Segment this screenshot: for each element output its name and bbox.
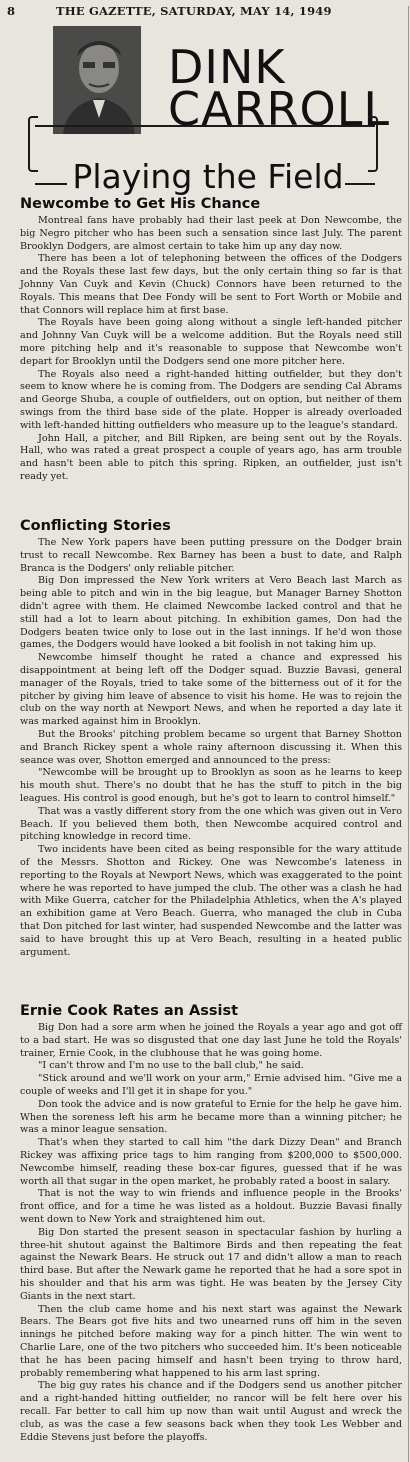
paragraph: "Stick around and we'll work on your arm," Ernie advised him. "Give me a couple of weeks and I'll get it in shape for you." [20, 1073, 402, 1097]
paragraph: "Newcombe will be brought up to Brooklyn as soon as he learns to keep his mouth shut. There's no doubt that he has the stuff to pitch in the big leagues. His control is good enough, but he's got to learn to control himself." [20, 767, 402, 804]
section-body [20, 215, 402, 484]
section-body [20, 537, 402, 959]
author-portrait-photo [53, 26, 141, 134]
paragraph: Newcombe himself thought he rated a chance and expressed his disappointment at being left off the Dodger squad. Buzzie Bavasi, general manager of the Royals, tried to take some of the bitterness out of it for the pitcher by giving him leave of absence to visit his home. He was to rejoin the club on the way north at Newport News, and when he reported a day late it was marked against him in Brooklyn. [20, 652, 402, 728]
paragraph: Big Don impressed the New York writers at Vero Beach last March as being able to pitch and win in the big league, but Manager Barney Shotton didn't agree with them. He claimed Newcombe lacked control and that he still had a lot to learn about pitching. In exhibition games, Don had the Dodgers beaten twice only to lose out in the last innings. If he'd won those games, the Dodgers would have looked a bit foolish in not taking him up. [20, 575, 402, 651]
section-heading: Ernie Cook Rates an Assist [20, 1003, 239, 1019]
paragraph: But the Brooks' pitching problem became so urgent that Barney Shotton and Branch Rickey spent a whole rainy afternoon discussing it. When this seance was over, Shotton emerged and announced to the press: [20, 728, 402, 766]
paragraph: John Hall, a pitcher, and Bill Ripken, are being sent out by the Royals. Hall, who was rated a great prospect a couple of years ago, has arm trouble and hasn't been able to pitch this spring. Ripken, an outfielder, just isn't ready yet. [20, 432, 402, 482]
author-first-name: DINK [168, 40, 286, 94]
page-number: 8 [7, 4, 16, 18]
section-heading: Conflicting Stories [20, 518, 171, 534]
frame-bottom-left-line [35, 183, 67, 185]
paragraph: The Royals have been going along without a single left-handed pitcher and Johnny Van Cuyk will be a welcome addition. But the Royals need still more pitching help and it's reasonable to suppose that Newcombe won't depart for Brooklyn until the Dodgers send one more pitcher here. [20, 317, 402, 367]
masthead-line: THE GAZETTE, SATURDAY, MAY 14, 1949 [56, 4, 332, 18]
masthead [0, 4, 410, 20]
paragraph: The New York papers have been putting pressure on the Dodger brain trust to recall Newcombe. Rex Barney has been a bust to date, and Ralph Branca is the Dodgers' only reliable pitcher. [20, 537, 402, 574]
paragraph: Big Don started the present season in spectacular fashion by hurling a three-hit shutout against the Baltimore Birds and then repeating the feat against the Newark Bears. He struck out 17 and didn't allow a man to reach third base. But after the Newark game he reported that he had a sore spot in his shoulder and that his arm was tight. He was beaten by the Jersey City Giants in the next start. [20, 1226, 402, 1302]
column-title: Playing the Field [72, 157, 344, 196]
section-body [20, 1022, 402, 1444]
frame-top-line [35, 125, 375, 128]
portrait-icon [53, 26, 141, 134]
frame-left-bracket [28, 116, 38, 172]
paragraph: That is not the way to win friends and influence people in the Brooks' front office, and for a time he was listed as a holdout. Buzzie Bavasi finally went down to New York and straightened him out. [20, 1188, 402, 1225]
paragraph: "I can't throw and I'm no use to the ball club," he said. [38, 1060, 304, 1072]
paragraph: Two incidents have been cited as being responsible for the wary attitude of the Messrs. Shotton and Rickey. One was Newcombe's lateness in reporting to the Royals at Newport News, which was exaggerated to the point where he was reported to have jumped the club. The other was a clash he had with Mike Guerra, catcher for the Philadelphia Athletics, when the A's played an exhibition game at Vero Beach. Guerra, who managed the club in Cuba that Don pitched for last winter, had suspended Newcombe and the latter was said to have brought this up at Vero Beach, resulting in a heated public argument. [20, 844, 402, 958]
paragraph: That's when they started to call him "the dark Dizzy Dean" and Branch Rickey was affixing price tags to him ranging from $200,000 to $500,000. Newcombe himself, reading these box-car figures, guessed that if he was worth all that sugar in the open market, he probably rated a boost in salary. [20, 1137, 402, 1187]
frame-bottom-right-line [345, 183, 375, 185]
paragraph: There has been a lot of telephoning between the offices of the Dodgers and the Royals these last few days, but the only certain thing so far is that Johnny Van Cuyk and Kevin (Chuck) Connors have been returned to the Royals. This means that Dee Fondy will be sent to Fort Worth or Mobile and that Connors will replace him at first base. [20, 253, 402, 316]
paragraph: Then the club came home and his next start was against the Newark Bears. The Bears got five hits and two unearned runs off him in the seven innings he pitched before making way for a pinch hitter. The win went to Charlie Lare, one of the two pitchers who succeeded him. It's been noticeable that he has been pacing himself and hasn't been trying to throw hard, probably remembering what happened to his arm last spring. [20, 1303, 402, 1379]
author-last-name: CARROLL [168, 82, 390, 136]
paragraph: Don took the advice and is now grateful to Ernie for the help he gave him. When the soreness left his arm he became more than a winning pitcher; he was a minor league sensation. [20, 1098, 402, 1136]
frame-right-bracket [368, 116, 378, 172]
paragraph: The big guy rates his chance and if the Dodgers send us another pitcher and a right-handed hitting outfielder, no rancor will be felt here over his recall. Far better to call him up now than wait until August and wreck the club, as was the case a few seasons back when they took Les Webber and Eddie Stevens just before the playoffs. [20, 1380, 402, 1443]
paragraph: The Royals also need a right-handed hitting outfielder, but they don't seem to know where he is coming from. The Dodgers are sending Cal Abrams and George Shuba, a couple of outfielders, out on option, but neither of them swings from the third base side of the plate. Hopper is already overloaded with left-handed hitting outfielders who measure up to the league's standard. [20, 368, 402, 431]
column-rule [408, 6, 409, 1462]
paragraph: That was a vastly different story from the one which was given out in Vero Beach. If you believed them both, then Newcombe acquired control and pitching knowledge in record time. [20, 805, 402, 843]
section-heading: Newcombe to Get His Chance [20, 196, 261, 212]
paragraph: Big Don had a sore arm when he joined the Royals a year ago and got off to a bad start. He was so disgusted that one day last June he told the Royals' trainer, Ernie Cook, in the clubhouse that he was going home. [20, 1022, 402, 1059]
paragraph: Montreal fans have probably had their last peek at Don Newcombe, the big Negro pitcher who has been such a sensation since last July. The parent Brooklyn Dodgers, are almost certain to take him up any day now. [20, 215, 402, 252]
